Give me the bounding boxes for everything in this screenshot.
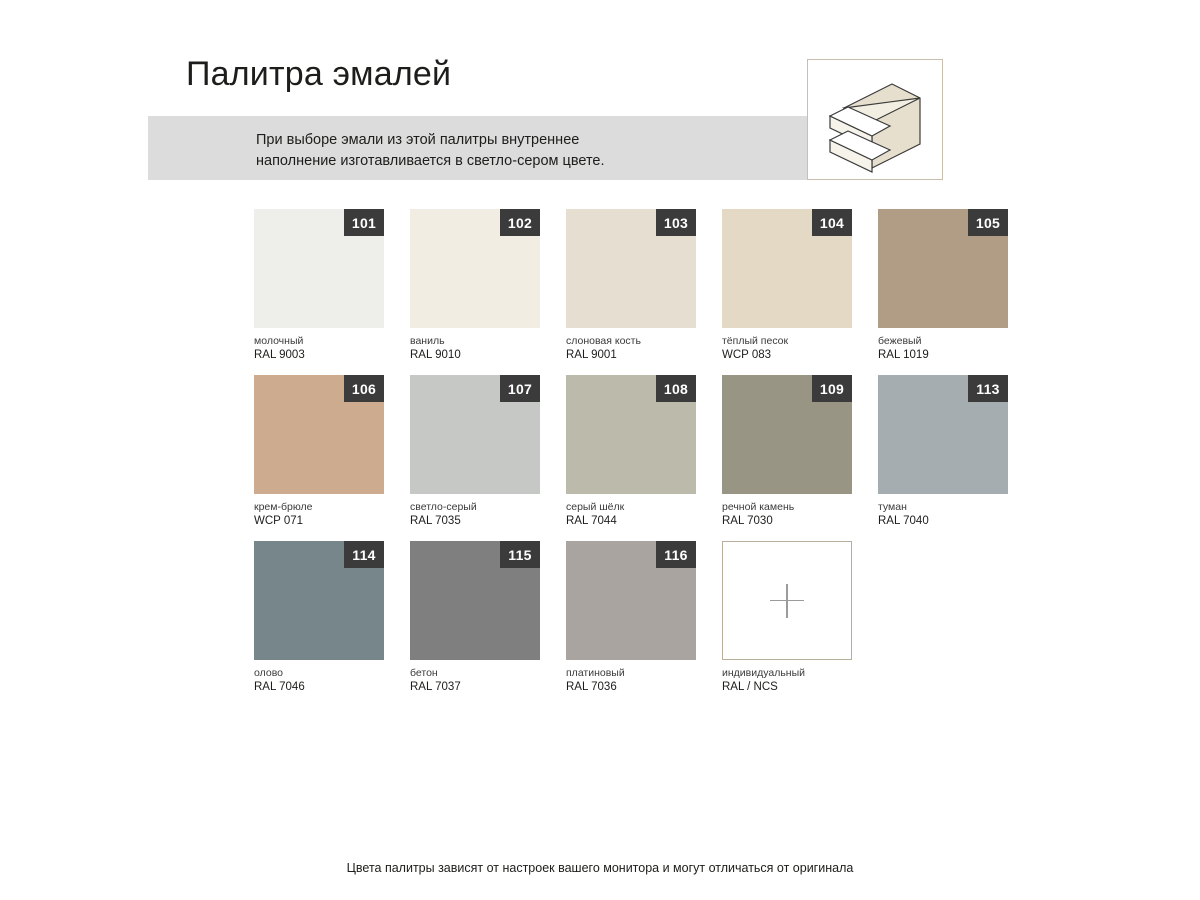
swatch-name: индивидуальный	[722, 667, 806, 679]
swatch-grid	[254, 209, 1001, 707]
swatch-color-109[interactable]	[722, 375, 852, 494]
swatch-name: платиновый	[566, 667, 625, 679]
swatch-cell-107[interactable]	[410, 375, 540, 529]
swatch-row	[254, 541, 946, 695]
swatch-code: RAL 7044	[566, 515, 617, 527]
swatch-labels	[878, 494, 1008, 529]
swatch-name: бежевый	[878, 335, 922, 347]
swatch-number-badge: 103	[656, 209, 696, 236]
swatch-labels	[254, 328, 384, 363]
swatch-number-badge: 104	[812, 209, 852, 236]
notice-text	[256, 130, 796, 172]
swatch-color-105[interactable]	[878, 209, 1008, 328]
swatch-color-116[interactable]	[566, 541, 696, 660]
swatch-number-badge: 106	[344, 375, 384, 402]
swatch-code: WCP 083	[722, 349, 772, 361]
drawer-unit-icon	[808, 60, 942, 179]
page-title: Палитра эмалей	[186, 54, 452, 93]
swatch-labels	[722, 660, 852, 695]
swatch-cell-109[interactable]	[722, 375, 852, 529]
swatch-number-badge: 109	[812, 375, 852, 402]
swatch-number-badge: 115	[500, 541, 540, 568]
swatch-cell-103[interactable]	[566, 209, 696, 363]
swatch-labels	[254, 494, 384, 529]
swatch-code: RAL 9010	[410, 349, 461, 361]
swatch-code: RAL 7037	[410, 681, 461, 693]
swatch-cell-custom[interactable]	[722, 541, 852, 695]
swatch-code: RAL 7030	[722, 515, 773, 527]
swatch-labels	[722, 328, 852, 363]
swatch-labels	[566, 660, 696, 695]
swatch-cell-106[interactable]	[254, 375, 384, 529]
swatch-labels	[410, 494, 540, 529]
swatch-name: ваниль	[410, 335, 445, 347]
swatch-color-104[interactable]	[722, 209, 852, 328]
swatch-labels	[410, 660, 540, 695]
swatch-code: WCP 071	[254, 515, 304, 527]
swatch-row	[254, 375, 1000, 529]
swatch-name: слоновая кость	[566, 335, 641, 347]
swatch-cell-102[interactable]	[410, 209, 540, 363]
swatch-code: RAL 1019	[878, 349, 929, 361]
swatch-cell-105[interactable]	[878, 209, 1008, 363]
swatch-code: RAL 9001	[566, 349, 617, 361]
swatch-labels	[566, 328, 696, 363]
swatch-number-badge: 114	[344, 541, 384, 568]
footer-note: Цвета палитры зависят от настроек вашего монитора и могут отличаться от оригинала	[346, 861, 854, 875]
product-thumbnail	[807, 59, 943, 180]
swatch-name: молочный	[254, 335, 304, 347]
swatch-labels	[254, 660, 384, 695]
swatch-name: крем-брюле	[254, 501, 313, 513]
swatch-cell-104[interactable]	[722, 209, 852, 363]
swatch-name: олово	[254, 667, 283, 679]
swatch-number-badge: 102	[500, 209, 540, 236]
swatch-number-badge: 116	[656, 541, 696, 568]
swatch-name: туман	[878, 501, 907, 513]
swatch-cell-101[interactable]	[254, 209, 384, 363]
swatch-code: RAL / NCS	[722, 681, 778, 693]
swatch-color-106[interactable]	[254, 375, 384, 494]
swatch-color-103[interactable]	[566, 209, 696, 328]
swatch-code: RAL 7046	[254, 681, 305, 693]
swatch-color-custom[interactable]	[722, 541, 852, 660]
swatch-code: RAL 7040	[878, 515, 929, 527]
swatch-color-115[interactable]	[410, 541, 540, 660]
swatch-labels	[566, 494, 696, 529]
swatch-row	[254, 209, 1001, 363]
swatch-cell-116[interactable]	[566, 541, 696, 695]
swatch-number-badge: 101	[344, 209, 384, 236]
swatch-labels	[878, 328, 1008, 363]
swatch-color-102[interactable]	[410, 209, 540, 328]
swatch-name: речной камень	[722, 501, 795, 513]
swatch-name: серый шёлк	[566, 501, 625, 513]
swatch-color-107[interactable]	[410, 375, 540, 494]
swatch-cell-113[interactable]	[878, 375, 1008, 529]
swatch-cell-115[interactable]	[410, 541, 540, 695]
swatch-color-108[interactable]	[566, 375, 696, 494]
swatch-name: тёплый песок	[722, 335, 789, 347]
swatch-color-101[interactable]	[254, 209, 384, 328]
swatch-cell-108[interactable]	[566, 375, 696, 529]
swatch-code: RAL 7036	[566, 681, 617, 693]
swatch-number-badge: 105	[968, 209, 1008, 236]
notice-line-2: наполнение изготавливается в светло-сером цвете.	[256, 153, 605, 169]
swatch-color-114[interactable]	[254, 541, 384, 660]
swatch-number-badge: 108	[656, 375, 696, 402]
swatch-labels	[410, 328, 540, 363]
notice-line-1: При выборе эмали из этой палитры внутреннее	[256, 132, 580, 148]
swatch-cell-114[interactable]	[254, 541, 384, 695]
plus-icon	[770, 584, 804, 618]
swatch-name: светло-серый	[410, 501, 477, 513]
swatch-name: бетон	[410, 667, 438, 679]
swatch-code: RAL 7035	[410, 515, 461, 527]
swatch-number-badge: 113	[968, 375, 1008, 402]
swatch-number-badge: 107	[500, 375, 540, 402]
swatch-code: RAL 9003	[254, 349, 305, 361]
swatch-labels	[722, 494, 852, 529]
swatch-color-113[interactable]	[878, 375, 1008, 494]
